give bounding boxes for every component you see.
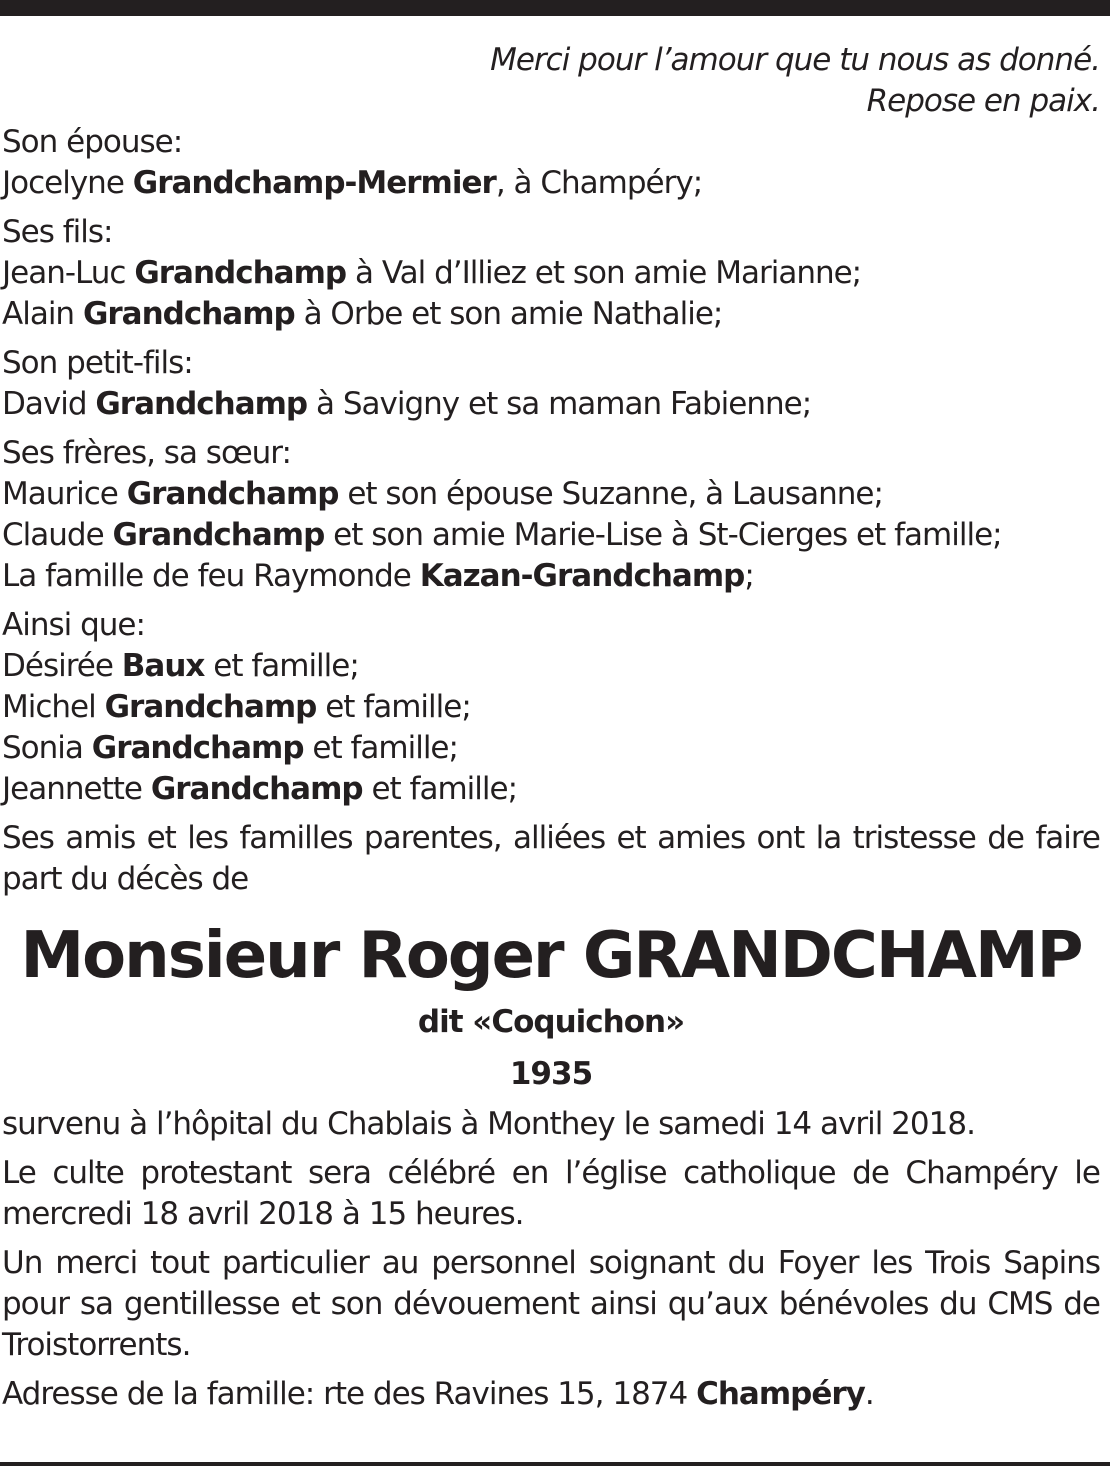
member-detail: ; — [744, 558, 754, 594]
address-suffix: . — [864, 1376, 874, 1412]
section-heading: Son petit-fils: — [2, 345, 193, 381]
member-surname: Grandchamp — [95, 386, 308, 422]
thanks-notice: Un merci tout particulier au personnel soignant du Foyer les Trois Sapins pour sa gentillesse et son dévouement ainsi qu’aux bénévoles du CMS de Troistorrents. — [2, 1245, 1100, 1363]
section-heading: Ses frères, sa sœur: — [2, 435, 291, 471]
top-rule — [0, 0, 1110, 16]
epigraph-line: Merci pour l’amour que tu nous as donné. — [490, 42, 1100, 78]
member-surname: Grandchamp — [104, 689, 317, 725]
member-surname: Grandchamp — [150, 771, 363, 807]
section-heading: Son épouse: — [2, 124, 183, 160]
address-town: Champéry — [696, 1376, 865, 1412]
member-first: Jocelyne — [2, 165, 133, 201]
family-section — [2, 433, 1100, 597]
family-member — [2, 294, 1100, 335]
member-detail: à Orbe et son amie Nathalie; — [294, 296, 723, 332]
section-heading: Ainsi que: — [2, 607, 145, 643]
member-first: Michel — [2, 689, 105, 725]
member-detail: et famille; — [303, 730, 458, 766]
member-detail: et son amie Marie-Lise à St-Cierges et famille; — [324, 517, 1002, 553]
member-detail: à Val d’Illiez et son amie Marianne; — [346, 255, 862, 291]
family-member — [2, 163, 1100, 204]
obituary-notice — [2, 40, 1100, 1415]
member-surname: Baux — [121, 648, 205, 684]
member-detail: et famille; — [362, 771, 518, 807]
family-section — [2, 212, 1100, 335]
family-member — [2, 728, 1100, 769]
member-first: Alain — [2, 296, 83, 332]
member-detail: , à Champéry; — [495, 165, 703, 201]
family-member — [2, 515, 1100, 556]
family-member — [2, 687, 1100, 728]
member-first: Sonia — [2, 730, 92, 766]
family-member — [2, 474, 1100, 515]
member-surname: Grandchamp — [82, 296, 295, 332]
member-detail: et son épouse Suzanne, à Lausanne; — [338, 476, 883, 512]
deceased-birth-year: 1935 — [509, 1056, 593, 1092]
family-address — [2, 1374, 1100, 1415]
deceased-name: Monsieur Roger GRANDCHAMP — [20, 919, 1082, 993]
member-detail: et famille; — [316, 689, 471, 725]
member-first: Désirée — [2, 648, 122, 684]
family-member — [2, 646, 1100, 687]
member-first: Jeannette — [2, 771, 151, 807]
member-surname: Kazan-Grandchamp — [419, 558, 745, 594]
announcement-intro: Ses amis et les familles parentes, alliées et amies ont la tristesse de faire part du décès de — [2, 820, 1100, 897]
family-list — [2, 122, 1100, 810]
member-first: David — [2, 386, 96, 422]
service-notice: Le culte protestant sera célébré en l’église catholique de Champéry le mercredi 18 avril 2018 à 15 heures. — [2, 1155, 1100, 1232]
member-detail: à Savigny et sa maman Fabienne; — [307, 386, 812, 422]
member-surname: Grandchamp — [134, 255, 347, 291]
death-notice: survenu à l’hôpital du Chablais à Monthey le samedi 14 avril 2018. — [2, 1106, 975, 1142]
member-first: Claude — [2, 517, 113, 553]
member-surname: Grandchamp — [112, 517, 325, 553]
member-first: Jean-Luc — [2, 255, 135, 291]
family-section — [2, 122, 1100, 204]
epigraph-line: Repose en paix. — [866, 83, 1100, 119]
member-surname: Grandchamp — [126, 476, 339, 512]
member-detail: et famille; — [204, 648, 359, 684]
family-section — [2, 605, 1100, 810]
family-member — [2, 253, 1100, 294]
member-first: Maurice — [2, 476, 127, 512]
address-text: Adresse de la famille: rte des Ravines 15, 1874 — [2, 1376, 697, 1412]
family-member — [2, 769, 1100, 810]
epigraph — [2, 40, 1100, 122]
family-member — [2, 384, 1100, 425]
deceased-nickname: dit «Coquichon» — [417, 1004, 685, 1040]
family-section — [2, 343, 1100, 425]
member-first: La famille de feu Raymonde — [2, 558, 420, 594]
family-member — [2, 556, 1100, 597]
bottom-rule — [0, 1462, 1110, 1466]
section-heading: Ses fils: — [2, 214, 113, 250]
deceased-block — [2, 920, 1100, 1094]
member-surname: Grandchamp — [91, 730, 304, 766]
member-surname: Grandchamp-Mermier — [132, 165, 496, 201]
